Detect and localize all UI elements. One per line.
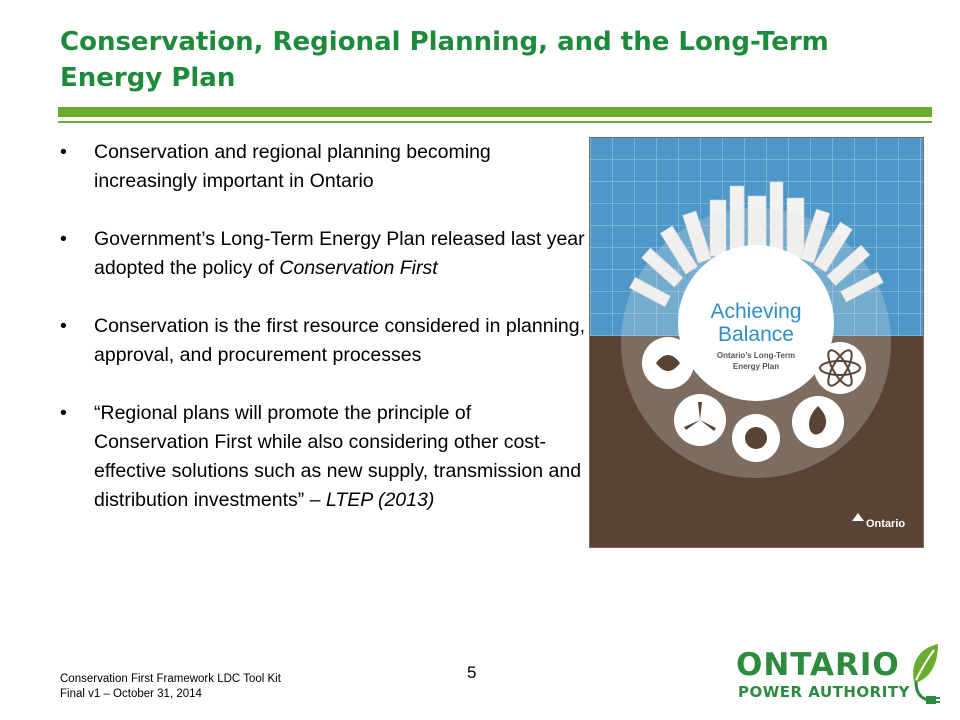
bullet-dot: • [60, 402, 67, 424]
cover-subtitle-line1: Ontario’s Long-Term [716, 351, 796, 360]
footer-line1: Conservation First Framework LDC Tool Kit [60, 673, 281, 685]
atom-icon [814, 342, 866, 394]
title-rule-thick [58, 107, 932, 117]
page-number: 5 [467, 663, 477, 682]
cover-illustration [590, 138, 923, 547]
bullet-text: Conservation is the first resource considered in planning, approval, and procurement processes [94, 315, 586, 366]
ontario-trillium-icon [852, 513, 864, 521]
bullet-list [60, 138, 590, 515]
footer-line2: Final v1 – October 31, 2014 [60, 688, 202, 700]
cover-title-line2: Balance [718, 323, 794, 346]
bullet-item [60, 225, 590, 283]
bullet-item [60, 399, 590, 515]
ontario-power-authority-logo [736, 640, 944, 712]
cover-brand: Ontario [866, 518, 906, 530]
bullet-emphasis: LTEP (2013) [325, 489, 435, 511]
bullet-text: Conservation and regional planning becoming increasingly important in Ontario [94, 141, 491, 192]
footer [60, 672, 281, 702]
bullet-dot: • [60, 141, 67, 163]
ltep-cover-image [589, 137, 924, 548]
cover-title-line1: Achieving [710, 300, 802, 323]
bullet-dot: • [60, 228, 67, 250]
bullet-emphasis: Conservation First [279, 257, 438, 279]
logo-line2: POWER AUTHORITY [738, 683, 910, 701]
slide-title: Conservation, Regional Planning, and the Long-Term Energy Plan [60, 27, 829, 93]
logo-line1: ONTARIO [736, 647, 900, 683]
leaf-plug-icon [908, 642, 942, 708]
bullet-item [60, 312, 590, 370]
bullet-text: “Regional plans will promote the principle of Conservation First while also considering other cost-effective solutions such as new supply, transmission and distribution investments” – [94, 402, 582, 511]
bullet-item [60, 138, 590, 196]
cover-subtitle-line2: Energy Plan [732, 362, 780, 371]
bullet-dot: • [60, 315, 67, 337]
bullet-text: Government’s Long-Term Energy Plan released last year adopted the policy of [94, 228, 585, 279]
title-rule-thin [58, 121, 932, 123]
